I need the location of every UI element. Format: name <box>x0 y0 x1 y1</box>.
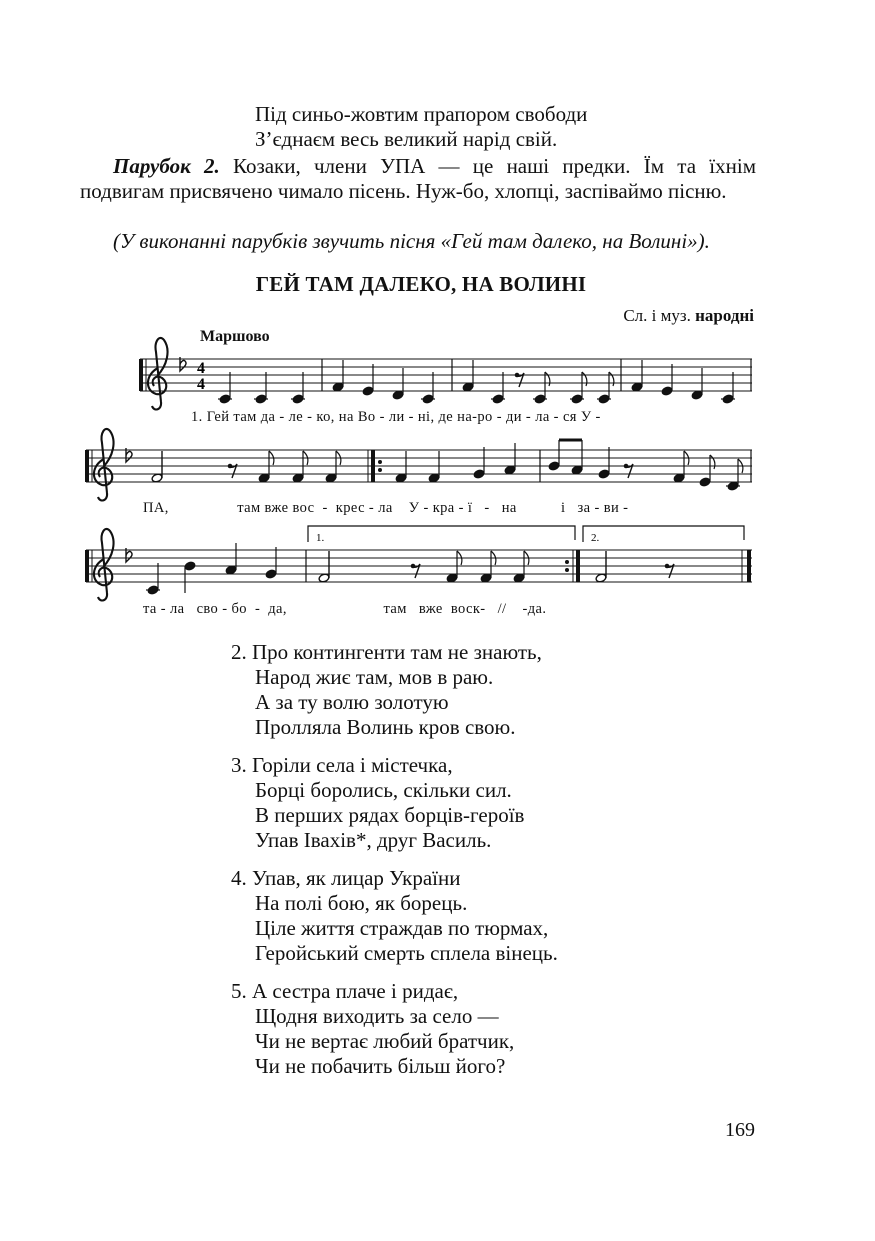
lyrics-line-1: 1. Гей там да - ле - ко, на Во - ли - ні, де на-ро - ди - ла - ся У - <box>191 409 601 425</box>
staff-system-3 <box>86 526 752 600</box>
verse-4-line-1: 4. Упав, як лицар України <box>231 866 461 890</box>
credit-authors: народні <box>695 306 754 325</box>
time-sig-top: 4 <box>197 360 205 377</box>
volta-1-bracket <box>308 526 575 542</box>
page-number: 169 <box>725 1119 755 1141</box>
speech-text: Козаки, члени УПА — це наші предки. Їм та їхнім подвигам присвячено чимало пісень. Нуж-бо, хлопці, заспіваймо пісню. <box>80 154 756 203</box>
verse-2-line-1: 2. Про контингенти там не знають, <box>231 640 542 664</box>
staff-system-2 <box>86 429 752 501</box>
verse-3-line-1: 3. Горіли села і містечка, <box>231 753 453 777</box>
stage-direction: (У виконанні парубків звучить пісня «Гей там далеко, на Волині»). <box>113 229 710 253</box>
verse-3-line-3: В перших рядах борців-героїв <box>255 803 525 827</box>
intro-line-1: Під синьо-жовтим прапором свободи <box>255 102 588 126</box>
verse-5 <box>231 979 514 1079</box>
staff-system-1 <box>140 338 752 410</box>
volta-2-label: 2. <box>591 532 600 544</box>
verse-2-line-4: Пролляла Волинь кров свою. <box>255 715 516 739</box>
volta-2-bracket <box>583 526 744 542</box>
verse-3-line-4: Упав Івахів*, друг Василь. <box>255 828 492 852</box>
time-sig-bottom: 4 <box>197 376 205 393</box>
verse-5-line-2: Щодня виходить за село — <box>255 1004 499 1028</box>
verse-4-line-3: Ціле життя страждав по тюрмах, <box>255 916 549 940</box>
verse-4-line-2: На полі бою, як борець. <box>255 891 468 915</box>
verse-4-line-4: Геройський смерть сплела вінець. <box>255 941 558 965</box>
lyrics-line-3: та - ла сво - бо - да, там вже воск- // -да. <box>143 601 547 617</box>
song-title: ГЕЙ ТАМ ДАЛЕКО, НА ВОЛИНІ <box>255 272 587 296</box>
verse-3 <box>231 753 524 853</box>
intro-line-2: З’єднаєм весь великий нарід свій. <box>255 127 558 151</box>
tempo-marking: Маршово <box>200 328 270 345</box>
verse-5-line-3: Чи не вертає любий братчик, <box>255 1029 515 1053</box>
volta-1-label: 1. <box>316 532 325 544</box>
verse-2-line-3: А за ту волю золотую <box>255 690 449 714</box>
verse-2-line-2: Народ жиє там, мов в раю. <box>255 665 494 689</box>
speaker-name: Парубок 2. <box>113 154 220 178</box>
verse-3-line-2: Борці боролись, скільки сил. <box>255 778 512 802</box>
verse-2 <box>231 640 542 740</box>
lyrics-line-2: ПА, там вже вос - крес - ла У - кра - ї - на і за - ви - <box>143 500 629 516</box>
verse-5-line-1: 5. А сестра плаче і ридає, <box>231 979 459 1003</box>
verse-4 <box>231 866 558 966</box>
verse-5-line-4: Чи не побачить більш його? <box>255 1054 506 1078</box>
credit-prefix: Сл. і муз. <box>623 306 696 325</box>
treble-clef-icon <box>148 338 168 410</box>
